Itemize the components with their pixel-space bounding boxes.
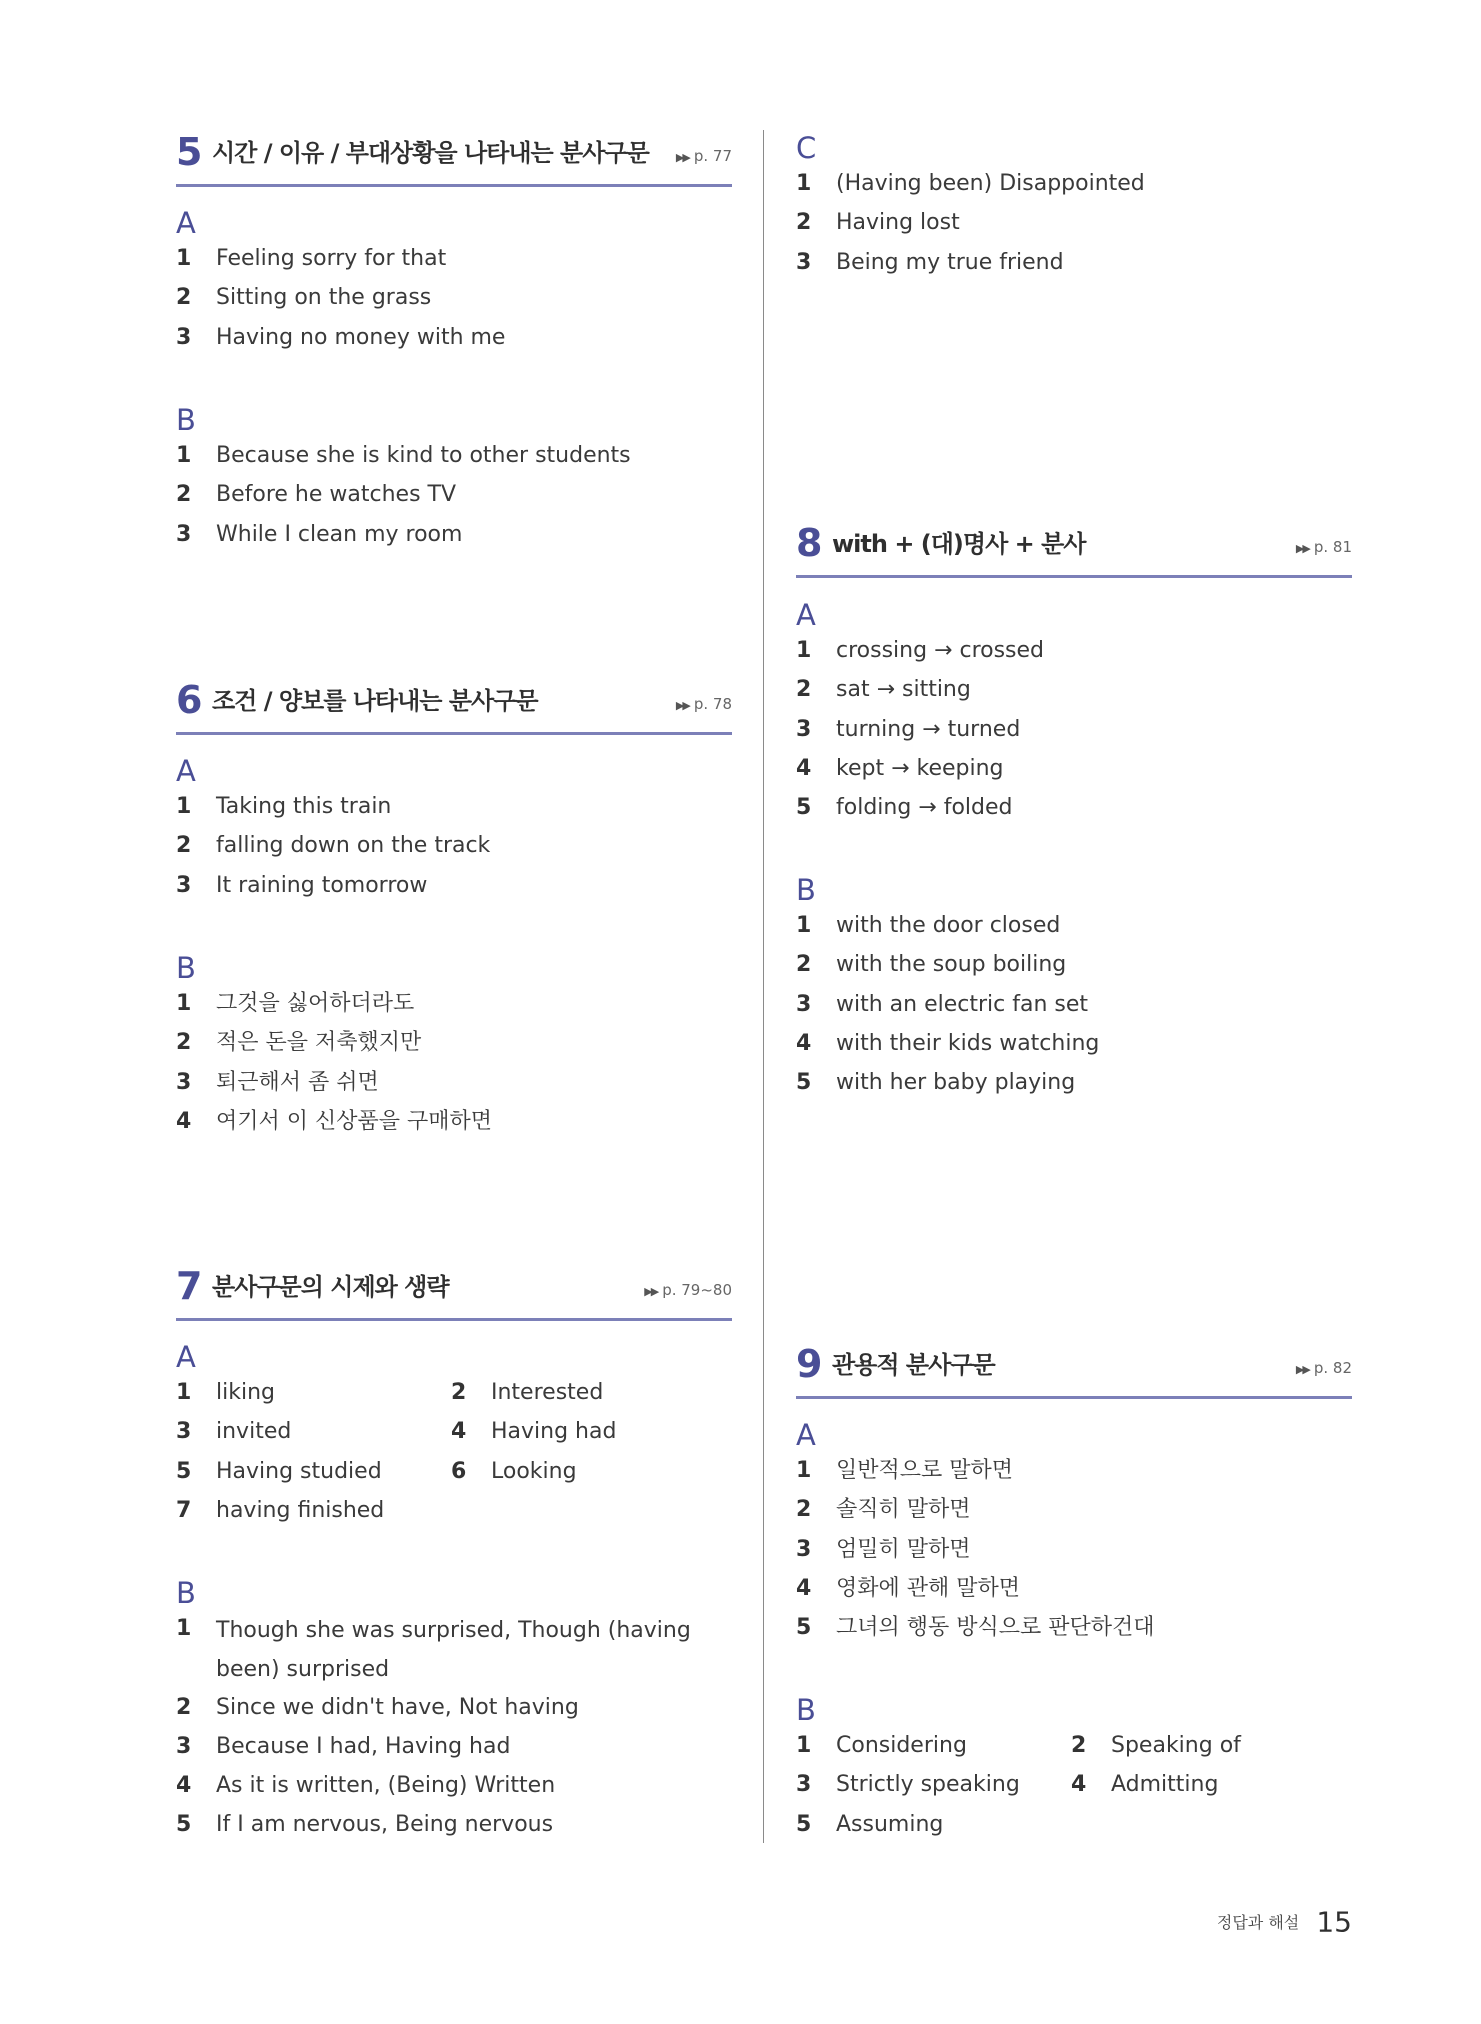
item-number: 2 <box>176 833 192 859</box>
answer-item <box>1071 1728 1341 1767</box>
part-letter: A <box>176 754 196 788</box>
item-number: 2 <box>176 1694 192 1720</box>
item-answer: with the soup boiling <box>836 952 1067 978</box>
item-answer: 그녀의 행동 방식으로 판단하건대 <box>836 1615 1155 1641</box>
page-reference: ▶▶ p. 82 <box>1295 1359 1352 1377</box>
section-6-part-a <box>176 753 732 907</box>
item-answer: turning → turned <box>836 716 1021 742</box>
answer-item <box>176 320 732 359</box>
part-letter: B <box>796 873 816 907</box>
item-answer: Interested <box>491 1380 604 1405</box>
item-number: 4 <box>796 755 812 781</box>
answer-item <box>176 1493 446 1532</box>
item-answer: falling down on the track <box>216 833 491 859</box>
item-number: 1 <box>796 1733 812 1758</box>
answer-row <box>796 1728 1352 1767</box>
answer-item <box>796 1728 1066 1767</box>
answer-item <box>451 1454 721 1493</box>
answer-item <box>176 868 732 907</box>
item-number: 4 <box>1071 1772 1087 1798</box>
item-number: 5 <box>796 1070 812 1096</box>
answer-item <box>176 1611 732 1690</box>
item-answer: having finished <box>216 1497 385 1523</box>
item-answer: Looking <box>491 1458 577 1484</box>
item-answer: with their kids watching <box>836 1030 1100 1056</box>
section-6-header <box>176 676 732 735</box>
page-reference: ▶▶ p. 77 <box>675 147 732 165</box>
footer-label: 정답과 해설 <box>1216 1912 1300 1932</box>
answer-list <box>176 241 732 359</box>
item-number: 1 <box>176 1380 192 1405</box>
item-answer: kept → keeping <box>836 755 1004 781</box>
section-8-part-a <box>796 597 1352 829</box>
answer-item <box>796 908 1352 947</box>
item-answer: Assuming <box>836 1811 944 1837</box>
answer-item <box>176 438 732 477</box>
item-answer: liking <box>216 1380 275 1405</box>
page-reference: ▶▶ p. 79~80 <box>644 1281 732 1299</box>
section-6-part-b <box>176 950 732 1143</box>
item-answer: with an electric fan set <box>836 991 1089 1017</box>
item-number: 1 <box>176 1616 192 1641</box>
answer-item <box>796 1453 1352 1492</box>
item-answer: Being my true friend <box>836 249 1064 275</box>
item-answer: Since we didn't have, Not having <box>216 1694 579 1720</box>
item-answer: Taking this train <box>216 794 392 819</box>
item-answer: It raining tomorrow <box>216 872 428 898</box>
item-number: 1 <box>796 1458 812 1483</box>
section-6 <box>176 676 732 735</box>
answer-item <box>176 1375 446 1414</box>
item-number: 4 <box>451 1419 467 1445</box>
section-5-header <box>176 128 732 187</box>
section-9-part-a <box>796 1417 1352 1649</box>
section-5 <box>176 128 732 187</box>
item-number: 4 <box>796 1030 812 1056</box>
answer-list <box>796 166 1352 284</box>
answer-item <box>176 477 732 516</box>
item-answer: Considering <box>836 1733 967 1758</box>
item-number: 5 <box>176 1458 192 1484</box>
section-title: 조건 / 양보를 나타내는 분사구문 <box>212 687 538 715</box>
item-number: 3 <box>176 324 192 350</box>
double-arrow-icon: ▶▶ <box>1295 1363 1309 1376</box>
answer-item <box>796 1571 1352 1610</box>
answer-row <box>796 1767 1352 1806</box>
double-arrow-icon: ▶▶ <box>644 1285 658 1298</box>
item-number: 3 <box>796 716 812 742</box>
item-number: 3 <box>176 1069 192 1095</box>
section-title: 분사구문의 시제와 생략 <box>212 1273 449 1301</box>
answer-item <box>176 1025 732 1064</box>
answer-item <box>796 1767 1066 1806</box>
item-answer: 그것을 싫어하더라도 <box>216 991 415 1016</box>
item-number: 4 <box>176 1773 192 1799</box>
item-answer: 일반적으로 말하면 <box>836 1458 1014 1483</box>
part-letter: B <box>176 403 196 437</box>
answer-row <box>176 1375 732 1414</box>
answer-item <box>176 517 732 556</box>
part-letter: A <box>176 1340 196 1374</box>
answer-grid <box>796 1728 1352 1846</box>
item-number: 2 <box>176 1030 192 1056</box>
answer-item <box>176 280 732 319</box>
item-number: 3 <box>176 521 192 547</box>
double-arrow-icon: ▶▶ <box>1295 542 1309 555</box>
answer-item <box>176 1454 446 1493</box>
answer-item <box>796 790 1352 829</box>
item-number: 2 <box>1071 1733 1087 1758</box>
item-answer: Sitting on the grass <box>216 285 432 311</box>
answer-item <box>176 1768 732 1807</box>
section-5-part-a <box>176 205 732 359</box>
section-7 <box>176 1262 732 1321</box>
page-footer <box>1217 1902 1352 1942</box>
item-number: 2 <box>451 1380 467 1405</box>
item-answer: Because I had, Having had <box>216 1733 511 1759</box>
item-number: 2 <box>176 482 192 508</box>
answer-list <box>176 986 732 1143</box>
item-answer: 엄밀히 말하면 <box>836 1536 971 1562</box>
answer-item <box>176 1065 732 1104</box>
item-answer: Though she was surprised, Though (having been) surprised <box>216 1618 691 1682</box>
section-9-part-b <box>796 1692 1352 1846</box>
item-number: 5 <box>796 1615 812 1641</box>
answer-item <box>796 1532 1352 1571</box>
answer-row <box>176 1493 732 1532</box>
item-answer: Strictly speaking <box>836 1772 1020 1798</box>
item-number: 1 <box>796 913 812 938</box>
item-number: 1 <box>176 794 192 819</box>
double-arrow-icon: ▶▶ <box>675 699 689 712</box>
item-answer: Speaking of <box>1111 1733 1241 1758</box>
answer-item <box>176 1729 732 1768</box>
item-answer: While I clean my room <box>216 521 463 547</box>
item-answer: Having no money with me <box>216 324 506 350</box>
item-answer: Having studied <box>216 1458 382 1484</box>
answer-item <box>796 1026 1352 1065</box>
answer-item <box>796 712 1352 751</box>
section-7-header <box>176 1262 732 1321</box>
answer-list <box>796 908 1352 1104</box>
answer-item <box>796 245 1352 284</box>
section-number: 7 <box>176 1264 203 1308</box>
answer-item <box>176 986 732 1025</box>
item-number: 1 <box>176 443 192 468</box>
section-9-header <box>796 1340 1352 1399</box>
item-number: 3 <box>796 991 812 1017</box>
answer-list <box>796 1453 1352 1649</box>
part-letter: B <box>176 1576 196 1610</box>
answer-row <box>176 1454 732 1493</box>
item-number: 2 <box>796 952 812 978</box>
answer-item <box>796 1807 1066 1846</box>
answer-row <box>176 1414 732 1453</box>
double-arrow-icon: ▶▶ <box>675 151 689 164</box>
answer-grid <box>176 1375 732 1532</box>
answer-row <box>796 1807 1352 1846</box>
item-number: 3 <box>176 872 192 898</box>
section-number: 9 <box>796 1342 823 1386</box>
answer-list <box>176 789 732 907</box>
item-answer: 퇴근해서 좀 쉬면 <box>216 1069 379 1095</box>
section-7-part-b <box>176 1575 732 1847</box>
item-number: 2 <box>796 677 812 703</box>
item-answer: Before he watches TV <box>216 482 457 508</box>
item-answer: Feeling sorry for that <box>216 246 447 271</box>
item-number: 5 <box>796 1811 812 1837</box>
part-letter: A <box>796 1418 816 1452</box>
item-answer: 솔직히 말하면 <box>836 1497 971 1523</box>
section-number: 6 <box>176 678 203 722</box>
answer-item <box>176 241 732 280</box>
part-letter: A <box>176 206 196 240</box>
answer-item <box>176 1414 446 1453</box>
item-answer: 영화에 관해 말하면 <box>836 1575 1021 1601</box>
answer-item <box>1071 1767 1341 1806</box>
answer-item <box>796 166 1352 205</box>
section-7-part-a <box>176 1339 732 1532</box>
item-answer: with her baby playing <box>836 1070 1076 1096</box>
section-5-part-c <box>796 130 1352 284</box>
item-answer: 여기서 이 신상품을 구매하면 <box>216 1108 493 1134</box>
item-answer: sat → sitting <box>836 677 971 703</box>
answer-item <box>796 1065 1352 1104</box>
page-reference: ▶▶ p. 81 <box>1295 538 1352 556</box>
part-letter: C <box>796 131 817 165</box>
answer-list <box>176 438 732 556</box>
section-8 <box>796 519 1352 578</box>
item-number: 3 <box>176 1733 192 1759</box>
answer-item <box>796 205 1352 244</box>
item-number: 1 <box>176 991 192 1016</box>
answer-list <box>176 1611 732 1847</box>
answer-item <box>796 947 1352 986</box>
section-title: 시간 / 이유 / 부대상황을 나타내는 분사구문 <box>212 139 649 167</box>
item-number: 2 <box>796 1497 812 1523</box>
item-answer: Having lost <box>836 210 960 236</box>
answer-item <box>796 1610 1352 1649</box>
item-answer: If I am nervous, Being nervous <box>216 1812 554 1838</box>
column-divider <box>763 130 764 1843</box>
page-number: 15 <box>1316 1905 1352 1939</box>
answer-item <box>176 1690 732 1729</box>
item-number: 6 <box>451 1458 467 1484</box>
part-letter: B <box>796 1693 816 1727</box>
item-number: 3 <box>176 1419 192 1445</box>
item-number: 5 <box>796 795 812 821</box>
section-9 <box>796 1340 1352 1399</box>
item-answer: invited <box>216 1419 292 1445</box>
section-8-header <box>796 519 1352 578</box>
item-number: 4 <box>176 1108 192 1134</box>
item-number: 1 <box>796 171 812 196</box>
section-number: 5 <box>176 130 203 174</box>
answer-item <box>176 1104 732 1143</box>
item-number: 2 <box>176 285 192 311</box>
item-answer: crossing → crossed <box>836 638 1045 663</box>
item-answer: 적은 돈을 저축했지만 <box>216 1030 422 1056</box>
item-answer: (Having been) Disappointed <box>836 171 1145 196</box>
page-reference: ▶▶ p. 78 <box>675 695 732 713</box>
answer-item <box>796 1492 1352 1531</box>
item-answer: As it is written, (Being) Written <box>216 1773 556 1799</box>
answer-list <box>796 633 1352 829</box>
answer-item <box>796 633 1352 672</box>
item-answer: Having had <box>491 1419 617 1445</box>
item-number: 3 <box>796 1772 812 1798</box>
item-number: 3 <box>796 249 812 275</box>
item-number: 3 <box>796 1536 812 1562</box>
item-number: 1 <box>176 246 192 271</box>
answer-item <box>796 672 1352 711</box>
section-number: 8 <box>796 521 823 565</box>
section-title: with + (대)명사 + 분사 <box>832 530 1086 558</box>
part-letter: A <box>796 598 816 632</box>
item-number: 7 <box>176 1497 192 1523</box>
item-number: 5 <box>176 1812 192 1838</box>
item-number: 2 <box>796 210 812 236</box>
item-number: 1 <box>796 638 812 663</box>
item-number: 4 <box>796 1575 812 1601</box>
item-answer: with the door closed <box>836 913 1061 938</box>
item-answer: Admitting <box>1111 1772 1219 1798</box>
section-8-part-b <box>796 872 1352 1104</box>
answer-item <box>796 751 1352 790</box>
answer-item <box>451 1414 721 1453</box>
section-5-part-b <box>176 402 732 556</box>
answer-item <box>451 1375 721 1414</box>
part-letter: B <box>176 951 196 985</box>
item-answer: Because she is kind to other students <box>216 443 631 468</box>
answer-item <box>176 789 732 828</box>
item-answer: folding → folded <box>836 795 1013 821</box>
answer-item <box>176 828 732 867</box>
answer-item <box>796 987 1352 1026</box>
answer-item <box>176 1807 732 1846</box>
section-title: 관용적 분사구문 <box>832 1351 995 1379</box>
